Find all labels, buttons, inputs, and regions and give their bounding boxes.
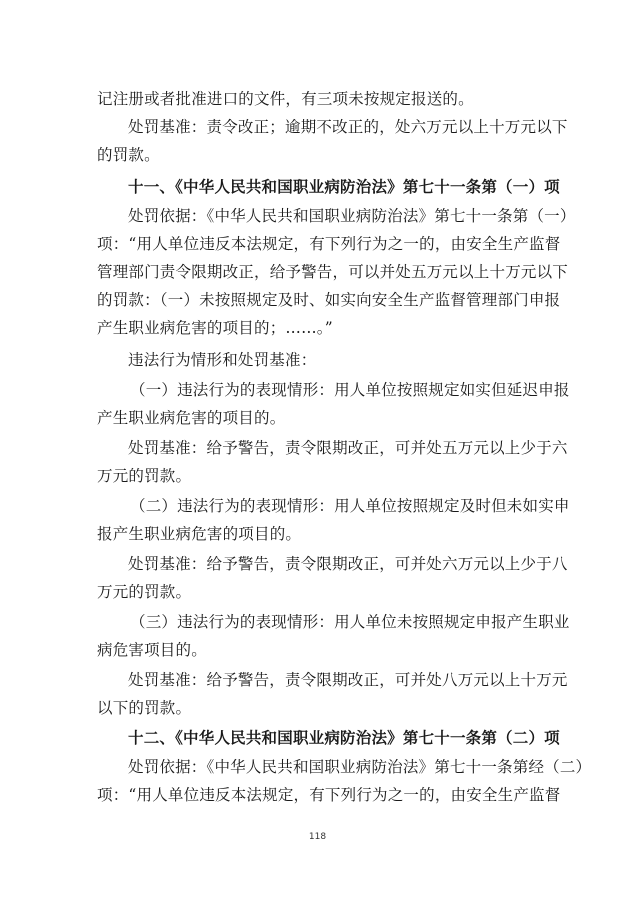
section-heading-11: 十一、《中华人民共和国职业病防治法》第七十一条第（一）项 [128,177,560,196]
paragraph-line: 记注册或者批准进口的文件，有三项未按规定报送的。 [97,90,474,108]
penalty-basis-line: 处罚依据：《中华人民共和国职业病防治法》第七十一条第（一） [128,207,576,225]
penalty-standard-line: 处罚基准：给予警告，责令限期改正，可并处六万元以上少于八 [128,555,568,573]
page-number: 118 [308,832,327,842]
paragraph-line: 报产生职业病危害的项目的。 [97,525,302,543]
paragraph-line: 病危害项目的。 [97,641,207,659]
violation-case-3: （三）违法行为的表现情形：用人单位未按照规定申报产生职业 [130,613,570,631]
paragraph-line: 的罚款：（一）未按照规定及时、如实向安全生产监督管理部门申报 [97,291,561,309]
paragraph-line: 万元的罚款。 [97,467,192,485]
violation-situations-label: 违法行为情形和处罚基准： [128,351,317,369]
penalty-standard-line: 处罚基准：给予警告，责令限期改正，可并处八万元以上十万元 [128,671,568,689]
paragraph-line: 万元的罚款。 [97,583,192,601]
paragraph-line: 产生职业病危害的项目的；……。” [97,319,333,337]
paragraph-line: 产生职业病危害的项目的。 [97,409,286,427]
paragraph-line: 管理部门责令限期改正，给予警告，可以并处五万元以上十万元以下 [97,263,569,281]
section-heading-12: 十二、《中华人民共和国职业病防治法》第七十一条第（二）项 [128,728,560,747]
penalty-basis-line: 处罚依据：《中华人民共和国职业病防治法》第七十一条第经（二） [128,758,592,776]
penalty-standard-line: 处罚基准：给予警告，责令限期改正，可并处五万元以上少于六 [128,439,568,457]
paragraph-line: 以下的罚款。 [97,699,192,717]
paragraph-line: 项：“用人单位违反本法规定，有下列行为之一的，由安全生产监督 [97,235,561,253]
violation-case-1: （一）违法行为的表现情形：用人单位按照规定如实但延迟申报 [130,381,570,399]
paragraph-line: 项：“用人单位违反本法规定，有下列行为之一的，由安全生产监督 [97,786,561,804]
paragraph-line: 的罚款。 [97,146,160,164]
penalty-standard-line: 处罚基准：责令改正；逾期不改正的，处六万元以上十万元以下 [128,118,568,136]
violation-case-2: （二）违法行为的表现情形：用人单位按照规定及时但未如实申 [130,497,570,515]
